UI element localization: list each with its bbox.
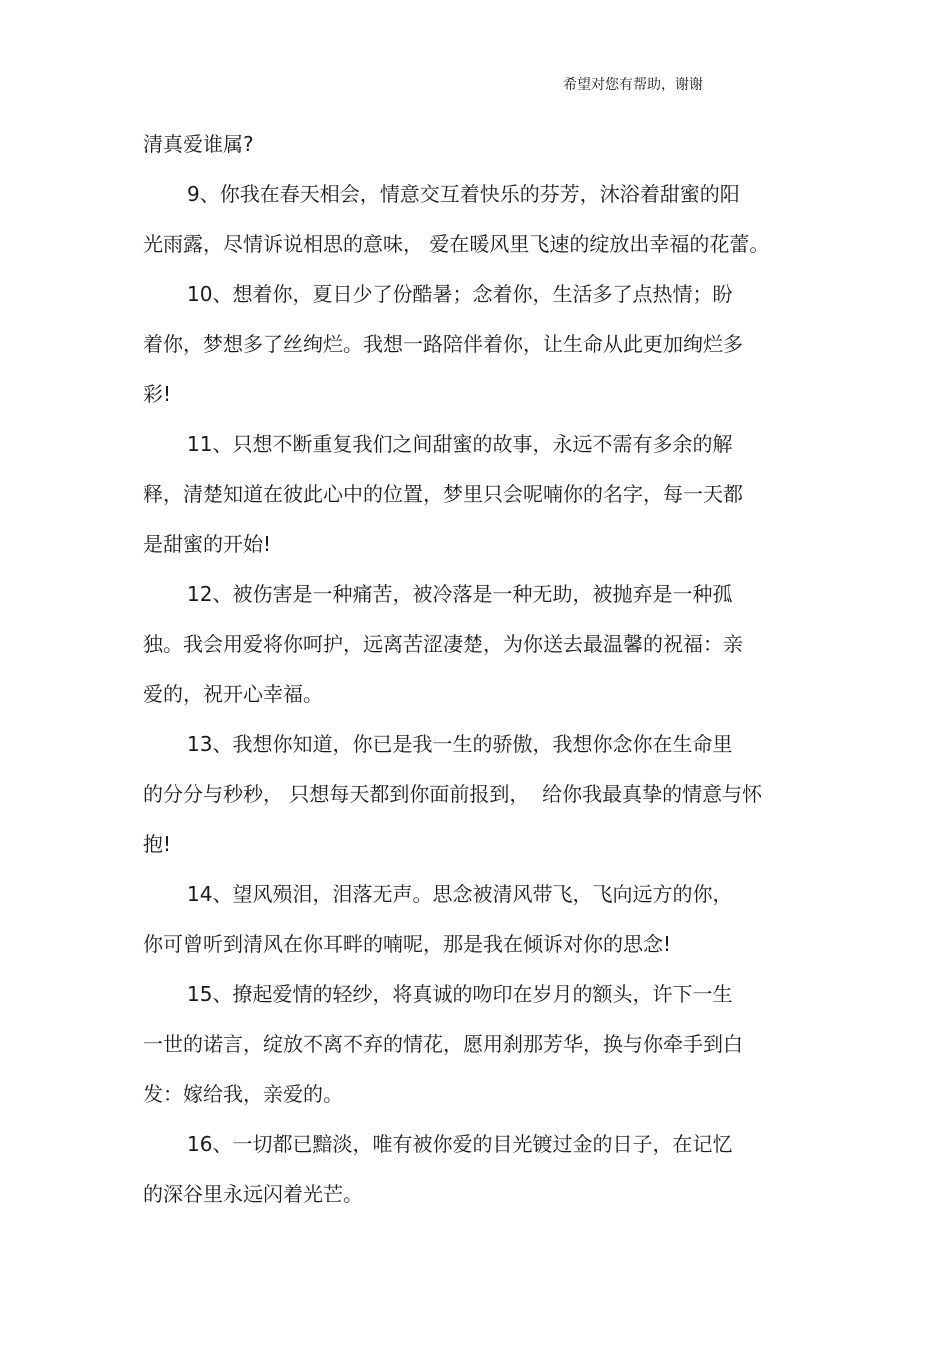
text-line: 一世的诺言，绽放不离不弃的情花，愿用刹那芳华，换与你牵手到白 [143, 1032, 743, 1056]
text-line: 的深谷里永远闪着光芒。 [143, 1182, 363, 1206]
text-line: 抱! [143, 832, 172, 856]
text-line: 的分分与秒秒， 只想每天都到你面前报到， 给你我最真挚的情意与怀 [143, 782, 763, 806]
text-line: 彩! [143, 382, 172, 406]
text-line: 是甜蜜的开始! [143, 532, 272, 556]
text-line: 释，清楚知道在彼此心中的位置，梦里只会呢喃你的名字，每一天都 [143, 482, 743, 506]
paragraph-first-line: 15、撩起爱情的轻纱，将真诚的吻印在岁月的额头，许下一生 [187, 982, 733, 1006]
paragraph-first-line: 12、被伤害是一种痛苦，被冷落是一种无助，被抛弃是一种孤 [187, 582, 733, 606]
header-note: 希望对您有帮助，谢谢 [563, 77, 703, 93]
text-line: 发：嫁给我，亲爱的。 [143, 1082, 343, 1106]
paragraph-first-line: 13、我想你知道，你已是我一生的骄傲，我想你念你在生命里 [187, 732, 733, 756]
paragraph-first-line: 11、只想不断重复我们之间甜蜜的故事，永远不需有多余的解 [187, 432, 733, 456]
paragraph-first-line: 16、一切都已黯淡，唯有被你爱的目光镀过金的日子，在记忆 [187, 1132, 733, 1156]
paragraph-first-line: 10、想着你，夏日少了份酷暑；念着你，生活多了点热情；盼 [187, 282, 733, 306]
text-line: 清真爱谁属? [143, 132, 254, 156]
text-line: 独。我会用爱将你呵护，远离苦涩凄楚，为你送去最温馨的祝福：亲 [143, 632, 743, 656]
text-line: 着你，梦想多了丝绚烂。我想一路陪伴着你，让生命从此更加绚烂多 [143, 332, 743, 356]
text-line: 光雨露，尽情诉说相思的意味， 爱在暖风里飞速的绽放出幸福的花蕾。 [143, 232, 770, 256]
paragraph-first-line: 9、你我在春天相会，情意交互着快乐的芬芳，沐浴着甜蜜的阳 [187, 182, 740, 206]
text-line: 爱的，祝开心幸福。 [143, 682, 323, 706]
paragraph-first-line: 14、望风殒泪，泪落无声。思念被清风带飞，飞向远方的你， [187, 882, 733, 906]
text-line: 你可曾听到清风在你耳畔的喃呢，那是我在倾诉对你的思念! [143, 932, 672, 956]
